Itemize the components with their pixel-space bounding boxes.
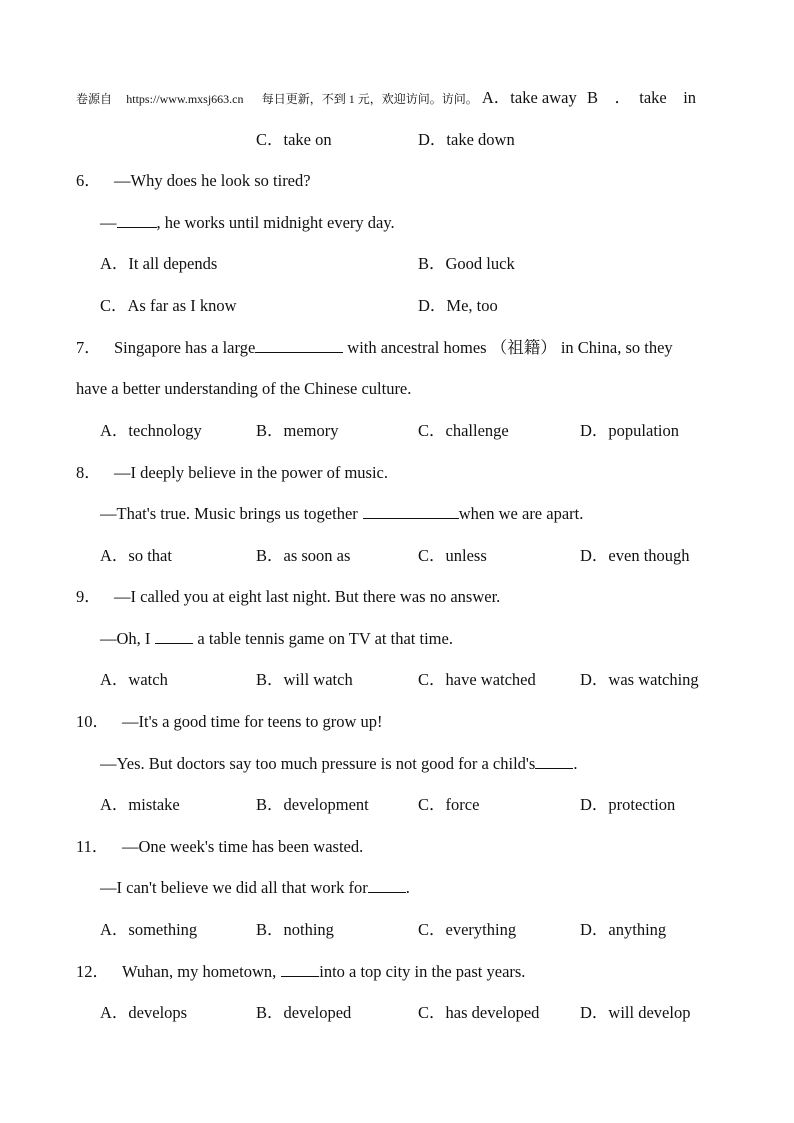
q9-option-b: B．will watch xyxy=(256,670,353,689)
q7-option-d: D．population xyxy=(580,421,679,440)
question-number: 7． xyxy=(76,338,101,357)
question-text-cont: into a top city in the past years. xyxy=(319,962,526,981)
q7-option-b: B．memory xyxy=(256,421,339,440)
q8-option-b: B．as soon as xyxy=(256,546,351,565)
answer-blank[interactable] xyxy=(535,754,573,769)
response-prefix: —Oh, I xyxy=(100,629,151,648)
question-6-response xyxy=(100,213,395,233)
q10-option-d: D．protection xyxy=(580,795,676,814)
q7-option-c: C．challenge xyxy=(418,421,509,440)
answer-blank[interactable] xyxy=(117,213,157,228)
q11-option-a: A．something xyxy=(100,920,198,939)
q6-option-c: C．As far as I know xyxy=(100,296,237,315)
q12-option-d: D．will develop xyxy=(580,1003,691,1022)
question-7-stem-line2: have a better understanding of the Chinese culture. xyxy=(76,379,412,398)
header-line xyxy=(76,88,696,109)
question-number: 9． xyxy=(76,587,101,606)
q9-option-d: D．was watching xyxy=(580,670,699,689)
q9-option-a: A．watch xyxy=(100,670,168,689)
question-text: Wuhan, my hometown, xyxy=(122,962,277,981)
response-text: when we are apart. xyxy=(458,504,584,523)
source-notice: 每日更新，不到 1 元，欢迎访问。访问。 xyxy=(261,92,478,106)
response-text: . xyxy=(405,878,410,897)
answer-blank[interactable] xyxy=(281,962,319,977)
question-10-stem xyxy=(76,712,383,732)
q11-option-d: D．anything xyxy=(580,920,667,939)
response-prefix: —That's true. Music brings us together xyxy=(100,504,358,523)
question-11-stem xyxy=(76,837,363,857)
answer-blank[interactable] xyxy=(155,629,193,644)
response-prefix: —I can't believe we did all that work for xyxy=(100,878,368,897)
q12-option-a: A．develops xyxy=(100,1003,188,1022)
question-8-response xyxy=(100,504,583,524)
response-text: . xyxy=(573,754,578,773)
q6-option-d: D．Me, too xyxy=(418,296,498,315)
answer-blank[interactable] xyxy=(363,504,459,519)
response-text: a table tennis game on TV at that time. xyxy=(197,629,453,648)
q11-option-b: B．nothing xyxy=(256,920,334,939)
question-11-response xyxy=(100,878,410,898)
question-8-stem xyxy=(76,463,388,483)
question-number: 12． xyxy=(76,962,109,981)
q6-option-a: A．It all depends xyxy=(100,254,218,273)
question-text: —I called you at eight last night. But there was no answer. xyxy=(114,587,501,606)
response-prefix: — xyxy=(100,213,117,232)
q10-option-a: A．mistake xyxy=(100,795,180,814)
q9-option-c: C．have watched xyxy=(418,670,536,689)
q10-option-c: C．force xyxy=(418,795,480,814)
answer-blank[interactable] xyxy=(368,878,406,893)
question-text: Singapore has a large xyxy=(114,338,256,357)
q11-option-c: C．everything xyxy=(418,920,517,939)
response-text: , he works until midnight every day. xyxy=(156,213,395,232)
q12-option-c: C．has developed xyxy=(418,1003,540,1022)
question-12-stem xyxy=(76,962,525,982)
question-number: 10． xyxy=(76,712,109,731)
q5-option-a: A．take away xyxy=(481,88,577,107)
q10-option-b: B．development xyxy=(256,795,369,814)
q5-option-c: C．take on xyxy=(256,130,332,149)
q8-option-c: C．unless xyxy=(418,546,487,565)
q6-option-b: B．Good luck xyxy=(418,254,515,273)
q8-option-d: D．even though xyxy=(580,546,690,565)
q8-option-a: A．so that xyxy=(100,546,172,565)
answer-blank[interactable] xyxy=(255,338,343,353)
source-url[interactable]: https://www.mxsj663.cn xyxy=(126,92,244,106)
question-7-stem xyxy=(76,338,673,358)
source-prefix: 卷源自 xyxy=(76,92,113,106)
q5-option-d: D．take down xyxy=(418,130,515,149)
question-6-stem xyxy=(76,171,311,191)
q7-option-a: A．technology xyxy=(100,421,202,440)
question-9-response xyxy=(100,629,453,649)
question-text: —Why does he look so tired? xyxy=(114,171,311,190)
question-text: —One week's time has been wasted. xyxy=(122,837,364,856)
q12-option-b: B．developed xyxy=(256,1003,352,1022)
question-number: 6． xyxy=(76,171,101,190)
question-text: —It's a good time for teens to grow up! xyxy=(122,712,383,731)
question-10-response xyxy=(100,754,577,774)
response-prefix: —Yes. But doctors say too much pressure is not good for a child's xyxy=(100,754,536,773)
question-text: —I deeply believe in the power of music. xyxy=(114,463,388,482)
q5-option-b: B ． take in xyxy=(586,88,697,107)
question-number: 8． xyxy=(76,463,101,482)
question-number: 11． xyxy=(76,837,109,856)
question-9-stem xyxy=(76,587,500,607)
question-text-cont: with ancestral homes （祖籍） in China, so they xyxy=(347,338,673,357)
